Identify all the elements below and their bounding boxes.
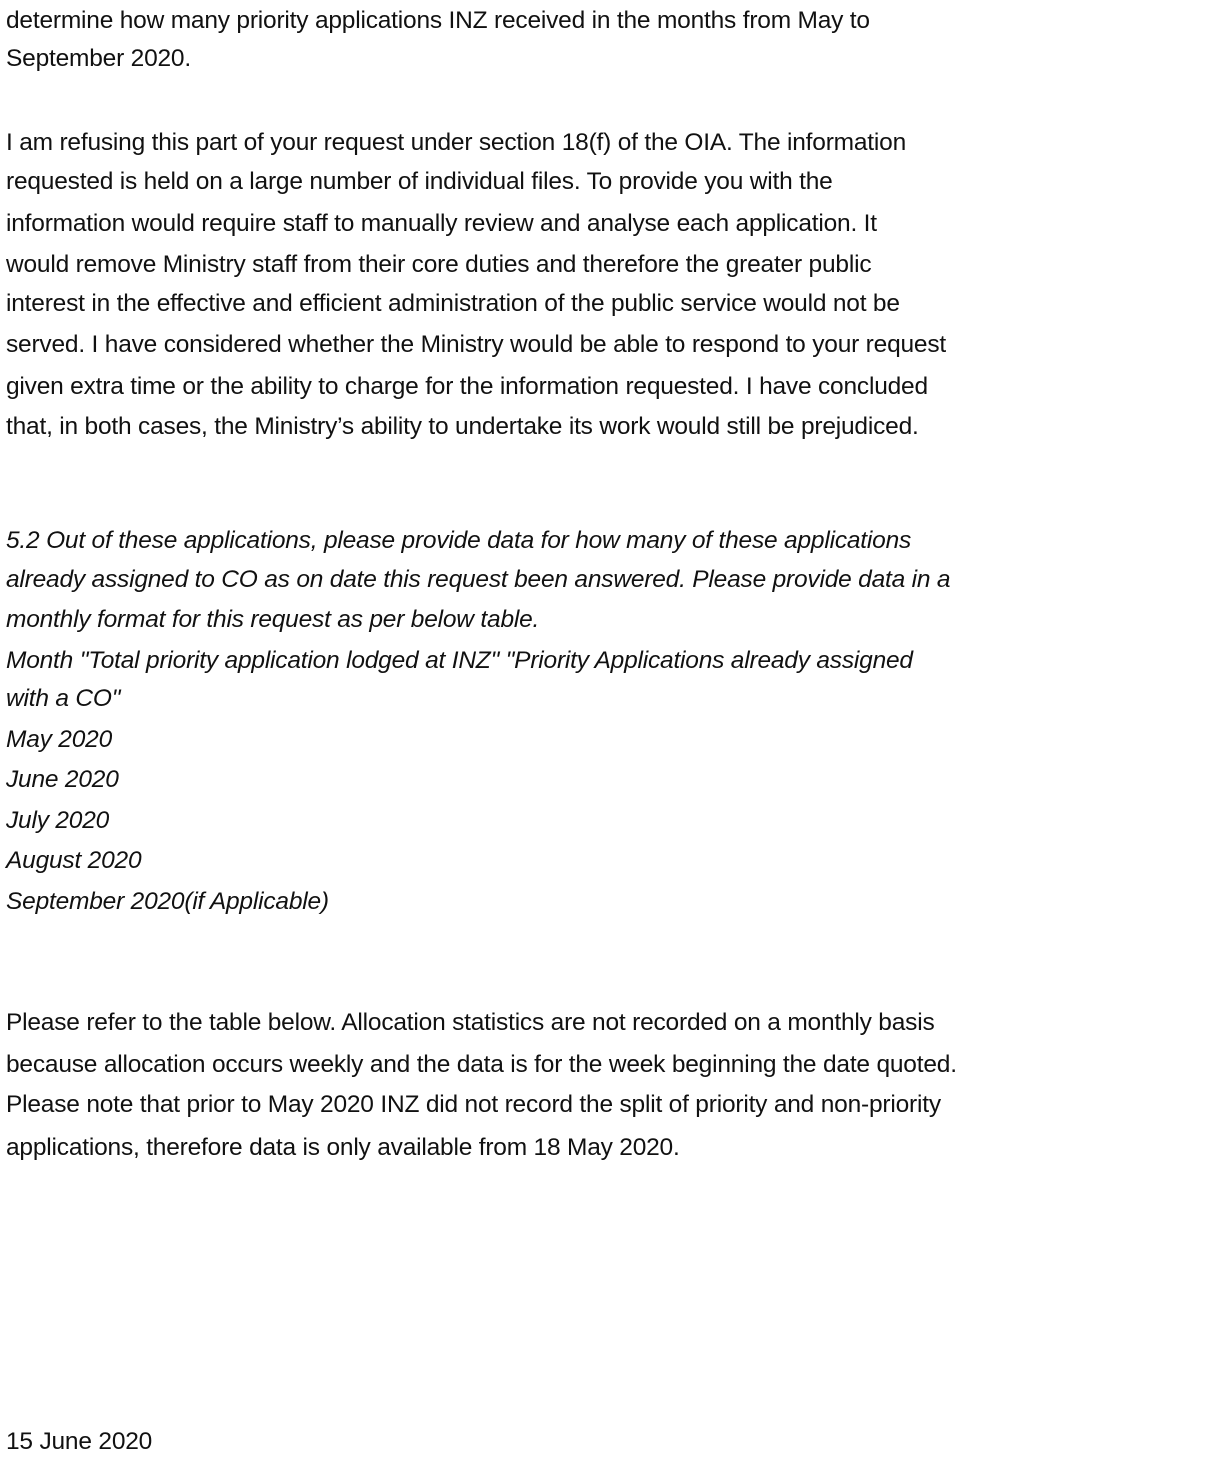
refusal-line-2: requested is held on a large number of individual files. To provide you with the (6, 168, 833, 195)
intro-line-2: September 2020. (6, 45, 191, 72)
answer-line-4: applications, therefore data is only available from 18 May 2020. (6, 1134, 680, 1161)
refusal-line-7: given extra time or the ability to charge for the information requested. I have concluded (6, 373, 928, 400)
question-line-3: monthly format for this request as per below table. (6, 606, 540, 633)
refusal-line-3: information would require staff to manually review and analyse each application. It (6, 210, 877, 237)
question-row-august: August 2020 (6, 847, 142, 874)
refusal-line-8: that, in both cases, the Ministry’s ability to undertake its work would still be prejudiced. (6, 413, 919, 440)
refusal-line-5: interest in the effective and efficient administration of the public service would not be (6, 290, 900, 317)
intro-line-1: determine how many priority applications INZ received in the months from May to (6, 7, 870, 34)
question-line-2: already assigned to CO as on date this request been answered. Please provide data in a (6, 566, 951, 593)
question-row-may: May 2020 (6, 726, 112, 753)
question-table-header-cont: with a CO" (6, 685, 121, 712)
question-table-header: Month "Total priority application lodged at INZ" "Priority Applications already assigned (6, 647, 913, 674)
answer-line-2: because allocation occurs weekly and the data is for the week beginning the date quoted. (6, 1051, 957, 1078)
refusal-line-6: served. I have considered whether the Ministry would be able to respond to your request (6, 331, 947, 358)
refusal-line-4: would remove Ministry staff from their core duties and therefore the greater public (6, 251, 872, 278)
question-row-july: July 2020 (6, 807, 110, 834)
question-line-1: 5.2 Out of these applications, please provide data for how many of these applications (6, 527, 912, 554)
question-row-june: June 2020 (6, 766, 119, 793)
answer-line-3: Please note that prior to May 2020 INZ did not record the split of priority and non-priority (6, 1091, 941, 1118)
table-first-row-date: 15 June 2020 (6, 1428, 153, 1455)
answer-line-1: Please refer to the table below. Allocation statistics are not recorded on a monthly basis (6, 1009, 935, 1036)
refusal-line-1: I am refusing this part of your request under section 18(f) of the OIA. The information (6, 129, 906, 156)
question-row-september: September 2020(if Applicable) (6, 888, 329, 915)
